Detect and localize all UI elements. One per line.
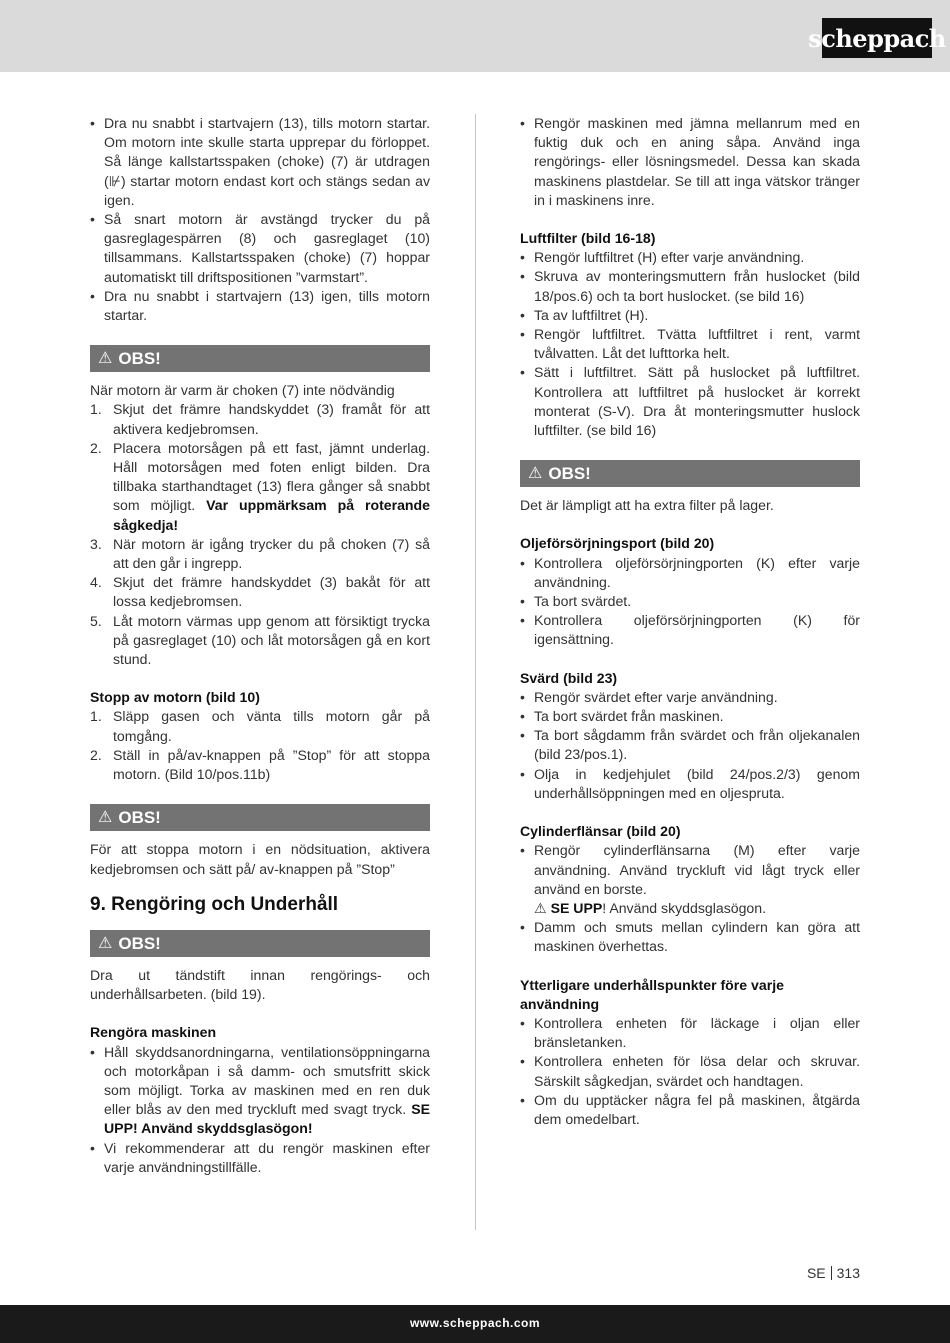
warning-icon: ⚠ xyxy=(98,934,113,952)
obs-banner: ⚠ OBS! xyxy=(90,804,430,831)
numbered-step: 1. Skjut det främre handskyddet (3) framåt för att aktivera kedjebromsen. xyxy=(90,401,430,437)
obs-text: För att stoppa motorn i en nödsituation, aktivera kedjebromsen och sätt på/ av-knappen på ”Stop” xyxy=(90,841,430,877)
obs-text: När motorn är varm är choken (7) inte nödvändig xyxy=(90,382,395,399)
list-item: • Ta bort svärdet från maskinen. xyxy=(520,708,724,725)
warning-icon: ⚠ xyxy=(98,350,113,368)
list-item: • Sätt i luftfiltret. Sätt på huslocket på luftfiltret. Kontrollera att luftfiltret på huslocket är korrekt monterat (S-V). Dra åt monteringsmutter huslock luftfilter. (se bild 16) xyxy=(520,364,860,439)
list-item: • Rengör luftfiltret (H) efter varje användning. xyxy=(520,249,805,266)
numbered-step: 2. Ställ in på/av-knappen på ”Stop” för att stoppa motorn. (Bild 10/pos.11b) xyxy=(90,746,430,783)
list-item: • Så snart motorn är avstängd trycker du på gasreglagespärren (8) och gasreglaget (10) tillsammans. Kallstartsspaken (choke) (7) hoppar automatiskt till driftspositionen ”varmstart”. xyxy=(90,211,430,285)
list-item: • Damm och smuts mellan cylindern kan göra att maskinen överhettas. xyxy=(520,919,860,955)
footer xyxy=(0,1305,950,1343)
left-column xyxy=(90,114,430,1177)
obs-banner: ⚠ OBS! xyxy=(90,930,430,957)
numbered-step: 5. Låt motorn värmas upp genom att försiktigt trycka på gasreglaget (10) och låt motorsågen gå en kort stund. xyxy=(90,612,430,668)
list-item: • Olja in kedjehjulet (bild 24/pos.2/3) genom underhållsöppningen med en oljespruta. xyxy=(520,765,860,801)
list-item: • Dra nu snabbt i startvajern (13), tills motorn startar. Om motorn inte skulle starta upprepar du förloppet. Så länge kallstartsspaken (choke) (7) är utdragen (⊮) startar motorn endast kort och stängs sedan av igen. xyxy=(90,115,430,208)
warning-icon: ⚠ xyxy=(534,899,547,916)
obs-text: Det är lämpligt att ha extra filter på lager. xyxy=(520,497,774,514)
list-item: • Kontrollera enheten för läckage i oljan eller bränsletanken. xyxy=(520,1014,860,1051)
warning-icon: ⚠ xyxy=(98,809,113,827)
right-column xyxy=(520,114,860,1129)
numbered-step: 3. När motorn är igång trycker du på choken (7) så att den går i ingrepp. xyxy=(90,535,430,572)
list-item: • Kontrollera oljeförsörjningporten (K) för igensättning. xyxy=(520,612,860,648)
obs-text: Dra ut tändstift innan rengörings- och underhållsarbeten. (bild 19). xyxy=(90,966,430,1003)
list-item: • Ta av luftfiltret (H). xyxy=(520,306,649,323)
section-title: 9. Rengöring och Underhåll xyxy=(90,893,339,915)
list-item: • Ta bort svärdet. xyxy=(520,593,632,610)
extra-heading: Ytterligare underhållspunkter före varje användning xyxy=(520,976,784,1012)
list-item: • Ta bort sågdamm från svärdet och från oljekanalen (bild 23/pos.1). xyxy=(520,727,860,763)
bar-heading: Svärd (bild 23) xyxy=(520,669,618,686)
warning-icon: ⚠ xyxy=(528,465,543,483)
page-number: SE 313 xyxy=(806,1265,860,1281)
obs-banner: ⚠ OBS! xyxy=(90,345,430,372)
list-item: • Skruva av monteringsmuttern från huslocket (bild 18/pos.6) och ta bort huslocket. (se bild 16) xyxy=(520,268,860,304)
list-item: • Håll skyddsanordningarna, ventilationsöppningarna och motorkåpan i så damm- och smutsfritt skick som möjligt. Torka av maskinen med en ren duk eller blås av den med tryckluft med svagt tryck. SE UPP! Använd skyddsglasögon! xyxy=(90,1043,430,1137)
list-item: • Kontrollera oljeförsörjningporten (K) efter varje användning. xyxy=(520,554,860,590)
stop-heading: Stopp av motorn (bild 10) xyxy=(90,689,260,706)
obs-banner: ⚠ OBS! xyxy=(520,460,860,487)
list-item: • Rengör luftfiltret. Tvätta luftfiltret i rent, varmt tvålvatten. Låt det lufttorka helt. xyxy=(520,326,860,362)
list-item: • Rengör maskinen med jämna mellanrum med en fuktig duk och en aning såpa. Använd inga rengörings- eller lösningsmedel. Dessa kan skada maskinens plastdelar. Se till att inga vätskor tränger in i maskinens inre. xyxy=(520,115,860,208)
clean-heading: Rengöra maskinen xyxy=(90,1024,217,1041)
numbered-step: 2. Placera motorsågen på ett fast, jämnt underlag. Håll motorsågen med foten enligt bilden. Dra tillbaka starthandtaget (13) flera gånger så snabbt som möjligt. Var uppmärksam på roterande sågkedja! xyxy=(90,439,430,533)
list-item: • Dra nu snabbt i startvajern (13) igen, tills motorn startar. xyxy=(90,287,430,324)
numbered-step: 1. Släpp gasen och vänta tills motorn går på tomgång. xyxy=(90,708,430,744)
list-item: • Vi rekommenderar att du rengör maskinen efter varje användningstillfälle. xyxy=(90,1139,430,1175)
air-filter-heading: Luftfilter (bild 16-18) xyxy=(520,230,656,247)
numbered-step: 4. Skjut det främre handskyddet (3) bakåt för att lossa kedjebromsen. xyxy=(90,574,430,610)
list-item: • Rengör svärdet efter varje användning. xyxy=(520,688,778,705)
list-item: • Rengör cylinderflänsarna (M) efter varje användning. Använd tryckluft vid lågt tryck eller använd en borste. ⚠ SE UPP! Använd skyddsglasögon. xyxy=(520,842,860,916)
footer-url[interactable]: www.scheppach.com xyxy=(409,1316,541,1330)
list-item: • Kontrollera enheten för lösa delar och skruvar. Särskilt sågkedjan, svärdet och handtagen. xyxy=(520,1053,860,1089)
scheppach-logo: scheppach xyxy=(822,18,932,58)
oil-port-heading: Oljeförsörjningsport (bild 20) xyxy=(520,535,715,552)
cylinder-heading: Cylinderflänsar (bild 20) xyxy=(520,823,681,840)
list-item: • Om du upptäcker några fel på maskinen, åtgärda dem omedelbart. xyxy=(520,1091,860,1127)
column-divider xyxy=(475,114,476,1230)
